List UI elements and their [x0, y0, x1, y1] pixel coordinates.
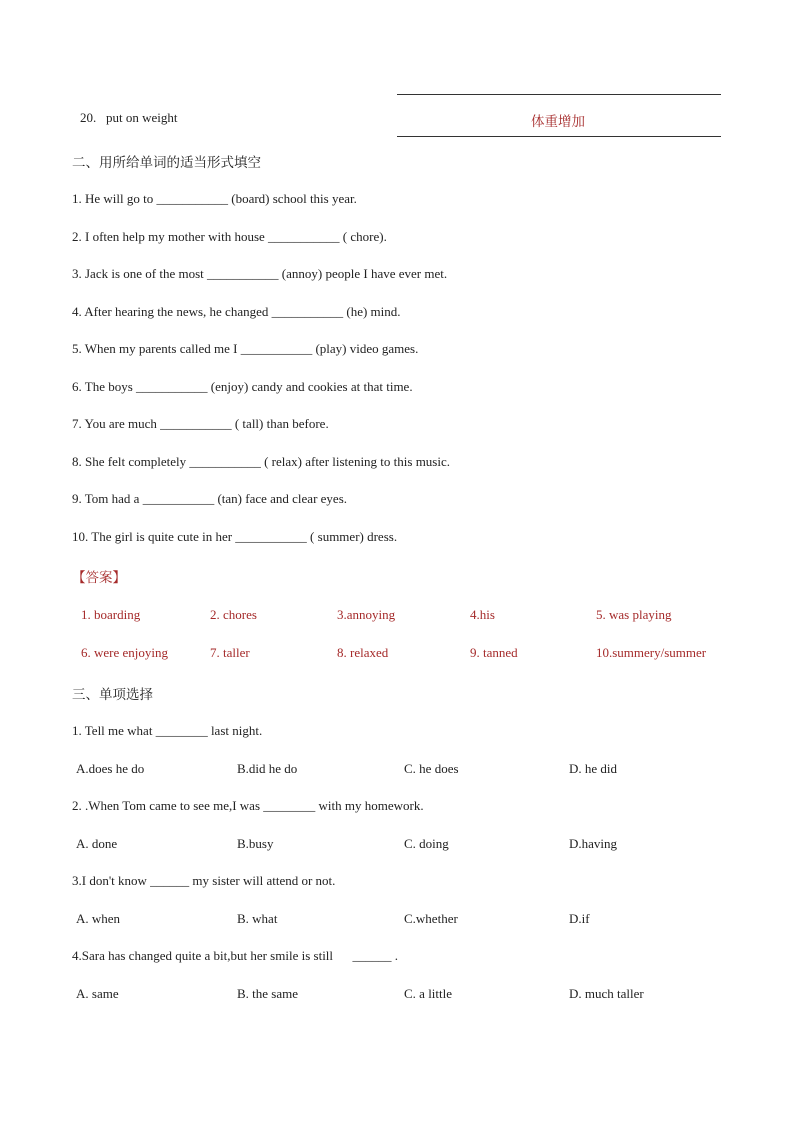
fill-question: 10. The girl is quite cute in her ___________ ( summer) dress. [72, 529, 398, 544]
vocab-translation: 体重增加 [531, 114, 585, 130]
vocab-number: 20. [80, 110, 97, 125]
choice-option: C. a little [404, 986, 453, 1001]
answer-item: 10.summery/summer [596, 645, 707, 660]
choice-question-stem: 3.I don't know ______ my sister will attend or not. [72, 873, 336, 888]
answer-item: 7. taller [210, 645, 250, 660]
answer-item: 1. boarding [81, 607, 141, 622]
fill-question: 7. You are much ___________ ( tall) than before. [72, 416, 329, 431]
fill-question: 3. Jack is one of the most ___________ (annoy) people I have ever met. [72, 266, 448, 281]
choice-option: D.if [569, 911, 590, 926]
choice-option: C. doing [404, 836, 449, 851]
choice-option: C. he does [404, 761, 459, 776]
answer-item: 2. chores [210, 607, 257, 622]
fill-question: 1. He will go to ___________ (board) school this year. [72, 191, 357, 206]
section-2-title: 二、用所给单词的适当形式填空 [72, 155, 261, 171]
choice-option: C.whether [404, 911, 458, 926]
choice-option: B. the same [237, 986, 299, 1001]
section-3-title: 三、单项选择 [72, 687, 153, 703]
fill-question: 9. Tom had a ___________ (tan) face and clear eyes. [72, 491, 347, 506]
choice-question-stem: 1. Tell me what ________ last night. [72, 723, 263, 738]
choice-option: D. much taller [569, 986, 644, 1001]
choice-option: A.does he do [76, 761, 145, 776]
fill-question: 6. The boys ___________ (enjoy) candy and cookies at that time. [72, 379, 413, 394]
answer-item: 4.his [470, 607, 495, 622]
choice-option: B.did he do [237, 761, 298, 776]
choice-option: A. same [76, 986, 119, 1001]
answer-item: 8. relaxed [337, 645, 389, 660]
fill-question: 5. When my parents called me I ___________ (play) video games. [72, 341, 419, 356]
fill-question: 2. I often help my mother with house ___________ ( chore). [72, 229, 387, 244]
fill-question: 8. She felt completely ___________ ( relax) after listening to this music. [72, 454, 451, 469]
choice-question-stem: 4.Sara has changed quite a bit,but her smile is still ______ . [72, 948, 399, 963]
answer-item: 6. were enjoying [81, 645, 169, 660]
answer-item: 3.annoying [337, 607, 396, 622]
fill-question: 4. After hearing the news, he changed ___________ (he) mind. [72, 304, 401, 319]
answer-item: 9. tanned [470, 645, 518, 660]
answer-item: 5. was playing [596, 607, 672, 622]
choice-question-stem: 2. .When Tom came to see me,I was ________ with my homework. [72, 798, 424, 813]
choice-option: D. he did [569, 761, 618, 776]
choice-option: B.busy [237, 836, 274, 851]
vocab-phrase: put on weight [106, 110, 178, 125]
choice-option: D.having [569, 836, 618, 851]
choice-option: B. what [237, 911, 278, 926]
table-bottom-rule [397, 136, 721, 137]
answer-label: 【答案】 [72, 570, 126, 586]
table-top-rule [397, 94, 721, 95]
choice-option: A. done [76, 836, 118, 851]
choice-option: A. when [76, 911, 121, 926]
